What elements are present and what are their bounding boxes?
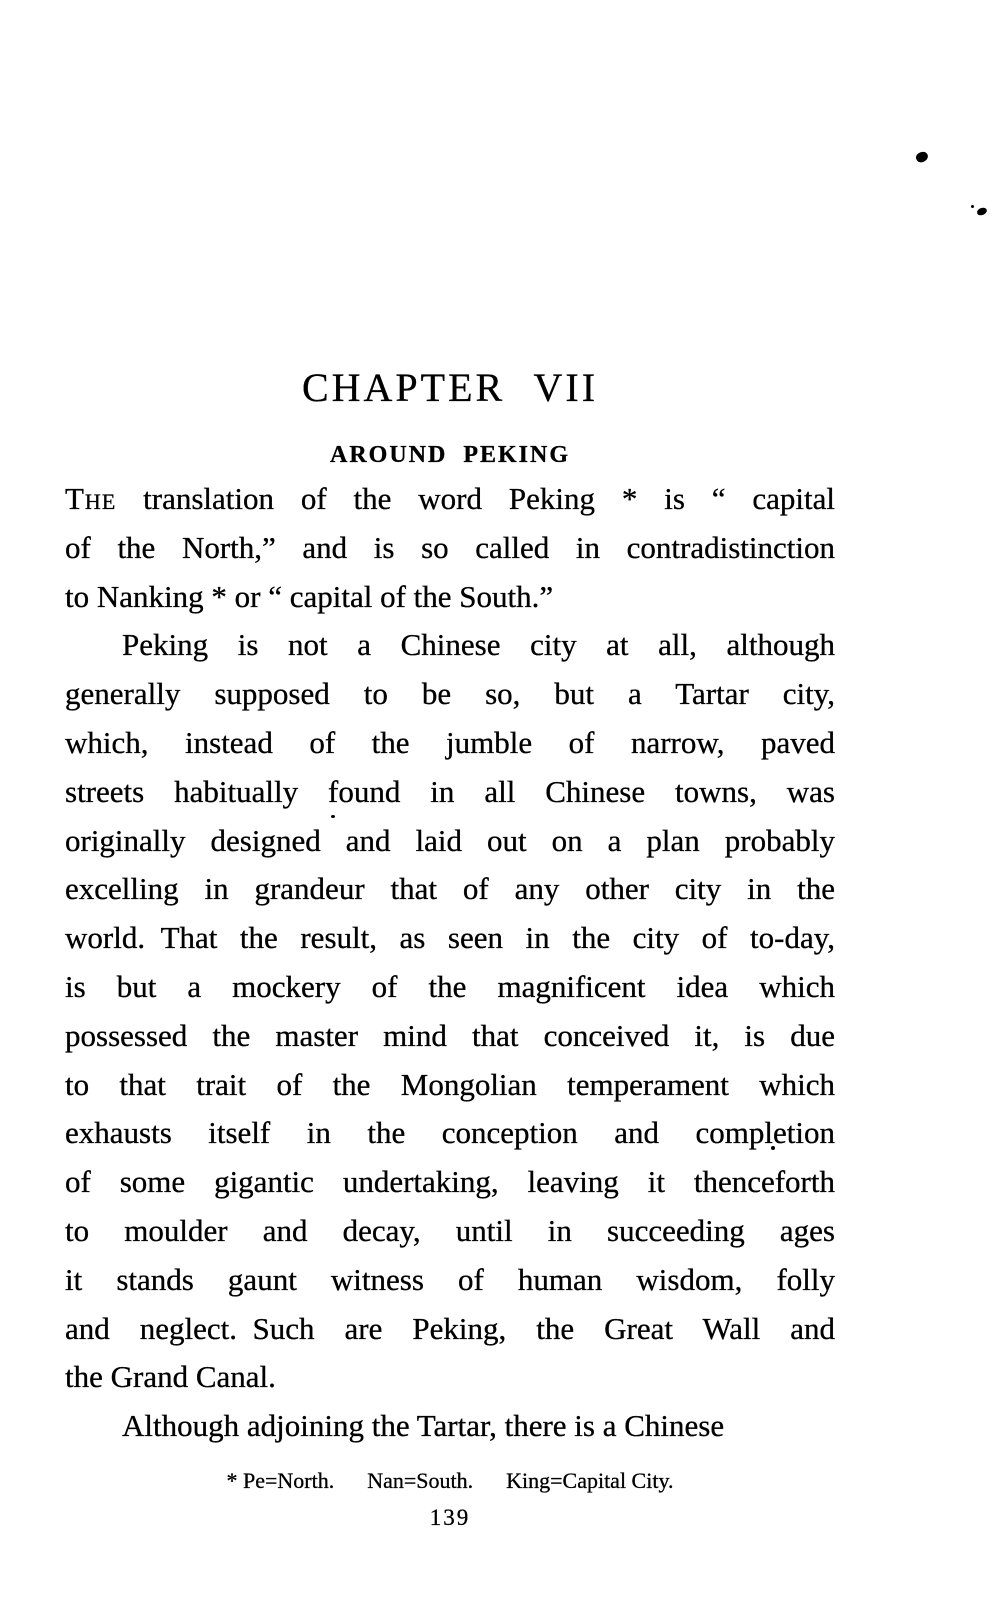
- text-line: [65, 475, 835, 524]
- text-line: originally designed and laid out on a plan probably: [65, 822, 835, 858]
- text-line: possessed the master mind that conceived it, is due: [65, 1017, 835, 1053]
- text-line: streets habitually found in all Chinese towns, was: [65, 773, 835, 809]
- text-line: is but a mockery of the magnificent idea which: [65, 968, 835, 1004]
- text-line: of some gigantic undertaking, leaving it thenceforth: [65, 1164, 835, 1200]
- text-line: to moulder and decay, until in succeeding ages: [65, 1212, 835, 1248]
- text-line: to that trait of the Mongolian temperament which: [65, 1066, 835, 1102]
- text-line: Peking is not a Chinese city at all, although: [122, 627, 835, 663]
- text-line: Although adjoining the Tartar, there is a Chinese: [122, 1408, 725, 1444]
- text-line: it stands gaunt witness of human wisdom, folly: [65, 1261, 835, 1297]
- text-line: world. That the result, as seen in the city of to-day,: [65, 920, 835, 956]
- ink-speck: [976, 207, 987, 216]
- lead-word: The: [65, 481, 117, 516]
- text-line: which, instead of the jumble of narrow, paved: [65, 724, 835, 760]
- text-line: and neglect. Such are Peking, the Great Wall and: [65, 1310, 835, 1346]
- text-line: excelling in grandeur that of any other city in the: [65, 871, 835, 907]
- text-line: generally supposed to be so, but a Tartar city,: [65, 676, 835, 712]
- chapter-heading: CHAPTER VII: [301, 364, 599, 410]
- text-line: the Grand Canal.: [65, 1359, 276, 1395]
- text-line: of the North,” and is so called in contradistinction: [65, 529, 835, 565]
- section-heading: AROUND PEKING: [329, 441, 570, 468]
- text-line: exhausts itself in the conception and completion: [65, 1115, 835, 1151]
- page-number: 139: [429, 1505, 471, 1530]
- footnote: * Pe=North. Nan=South. King=Capital City.: [226, 1468, 674, 1493]
- ink-speck: [971, 205, 974, 208]
- body-text: [65, 475, 835, 1451]
- text-line-rest: translation of the word Peking * is “ capital: [116, 481, 835, 516]
- text-line: to Nanking * or “ capital of the South.”: [65, 578, 554, 614]
- ink-speck: [914, 150, 929, 165]
